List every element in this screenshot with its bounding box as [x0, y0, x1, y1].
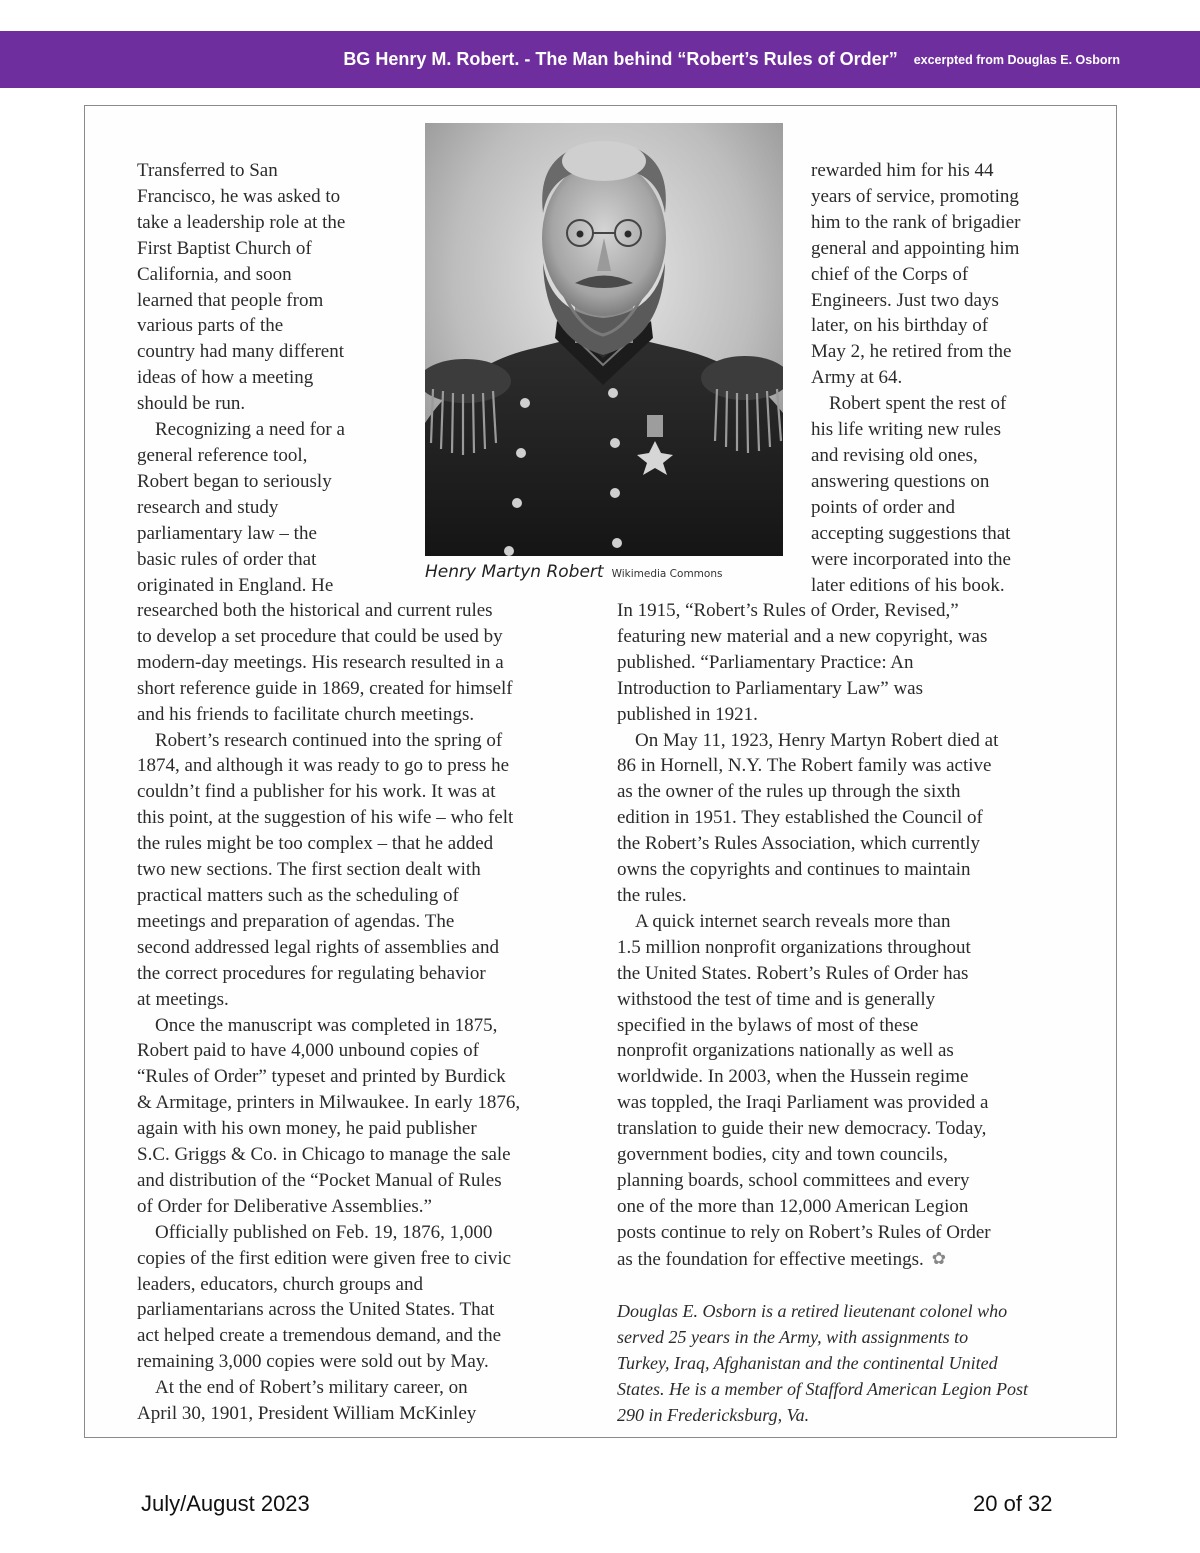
- left-upper-line: ideas of how a meeting: [137, 367, 314, 389]
- bio-line: 290 in Fredericksburg, Va.: [617, 1405, 810, 1425]
- left-lower-line: Once the manuscript was completed in 1875,: [155, 1014, 498, 1036]
- right-upper-line: general and appointing him: [811, 237, 1020, 259]
- left-upper-line: Transferred to San: [137, 160, 278, 181]
- left-upper-line: parliamentary law – the: [137, 522, 317, 544]
- left-lower-line: short reference guide in 1869, created for himself: [137, 677, 513, 699]
- right-lower-line: published in 1921.: [617, 703, 758, 725]
- right-upper-line: were incorporated into the: [811, 548, 1011, 570]
- right-upper-line: points of order and: [811, 496, 956, 518]
- left-lower-line: again with his own money, he paid publisher: [137, 1118, 477, 1140]
- right-lower-line: worldwide. In 2003, when the Hussein regime: [617, 1066, 969, 1088]
- page-number: 20 of 32: [973, 1491, 1053, 1516]
- right-lower-line: posts continue to rely on Robert’s Rules of Order: [617, 1221, 991, 1243]
- right-lower-line: was toppled, the Iraqi Parliament was provided a: [617, 1092, 989, 1114]
- left-lower-line: Robert paid to have 4,000 unbound copies of: [137, 1040, 479, 1062]
- left-lower-line: April 30, 1901, President William McKinley: [137, 1403, 477, 1425]
- right-upper-line: his life writing new rules: [811, 419, 1001, 441]
- left-lower-line: remaining 3,000 copies were sold out by May.: [137, 1351, 489, 1373]
- author-bio: [617, 1298, 1077, 1428]
- right-upper-line: rewarded him for his 44: [811, 160, 994, 181]
- left-lower-line: “Rules of Order” typeset and printed by Burdick: [137, 1066, 506, 1088]
- right-lower-line: A quick internet search reveals more than: [635, 910, 951, 932]
- left-upper-line: research and study: [137, 496, 279, 518]
- left-lower-line: meetings and preparation of agendas. The: [137, 910, 455, 932]
- right-upper-line: him to the rank of brigadier: [811, 211, 1021, 233]
- left-lower-line: couldn’t find a publisher for his work. It was at: [137, 781, 496, 803]
- left-upper-line: Francisco, he was asked to: [137, 185, 341, 207]
- left-upper-line: country had many different: [137, 341, 344, 363]
- right-lower-line: [617, 1246, 1085, 1273]
- right-upper-line: years of service, promoting: [811, 185, 1019, 207]
- right-lower-line: specified in the bylaws of most of these: [617, 1014, 919, 1036]
- right-lower-line: one of the more than 12,000 American Legion: [617, 1195, 969, 1217]
- bio-line: Douglas E. Osborn is a retired lieutenant colonel who: [617, 1301, 1008, 1321]
- header-title: BG Henry M. Robert. - The Man behind “Robert’s Rules of Order”: [343, 49, 898, 69]
- legion-emblem-icon: ✿: [931, 1248, 946, 1268]
- left-lower-line: this point, at the suggestion of his wife – who felt: [137, 807, 514, 829]
- left-upper-line: general reference tool,: [137, 444, 308, 466]
- left-upper-line: Robert began to seriously: [137, 470, 332, 492]
- right-lower-line: 86 in Hornell, N.Y. The Robert family was active: [617, 755, 992, 777]
- right-lower-line: Introduction to Parliamentary Law” was: [617, 677, 924, 699]
- left-upper-line: various parts of the: [137, 315, 284, 337]
- left-upper-line: basic rules of order that: [137, 548, 317, 570]
- right-upper-line: chief of the Corps of: [811, 263, 969, 285]
- right-upper-line: answering questions on: [811, 470, 990, 492]
- right-lower-line: withstood the test of time and is generally: [617, 988, 936, 1010]
- right-lower-line: government bodies, city and town councils,: [617, 1144, 948, 1166]
- left-upper-line: Recognizing a need for a: [155, 419, 345, 441]
- right-lower-line: featuring new material and a new copyright, was: [617, 625, 988, 647]
- right-lower-line: On May 11, 1923, Henry Martyn Robert died at: [635, 729, 999, 751]
- left-lower-line: practical matters such as the scheduling of: [137, 884, 459, 906]
- left-lower-line: the rules might be too complex – that he added: [137, 833, 494, 855]
- left-lower-line: at meetings.: [137, 988, 229, 1010]
- left-lower-line: and his friends to facilitate church meetings.: [137, 703, 475, 725]
- header-bar: [0, 31, 1200, 88]
- left-lower-line: researched both the historical and current rules: [137, 600, 493, 621]
- left-lower-line: leaders, educators, church groups and: [137, 1273, 423, 1295]
- left-column-lower: [137, 598, 599, 1427]
- left-lower-line: act helped create a tremendous demand, and the: [137, 1325, 501, 1347]
- left-lower-line: of Order for Deliberative Assemblies.”: [137, 1195, 432, 1217]
- left-upper-line: learned that people from: [137, 289, 324, 311]
- left-upper-line: take a leadership role at the: [137, 211, 346, 233]
- portrait-image: [425, 123, 783, 556]
- left-lower-line: the correct procedures for regulating behavior: [137, 962, 486, 984]
- right-lower-line: owns the copyrights and continues to maintain: [617, 859, 971, 881]
- left-lower-line: & Armitage, printers in Milwaukee. In early 1876,: [137, 1092, 521, 1114]
- right-lower-line: nonprofit organizations nationally as well as: [617, 1040, 954, 1062]
- right-lower-line: the rules.: [617, 884, 687, 906]
- left-lower-line: and distribution of the “Pocket Manual of Rules: [137, 1169, 502, 1191]
- right-lower-line: translation to guide their new democracy. Today,: [617, 1118, 987, 1140]
- left-lower-line: Robert’s research continued into the spring of: [155, 729, 503, 751]
- photo-credit: Wikimedia Commons: [611, 568, 723, 580]
- right-lower-line: 1.5 million nonprofit organizations throughout: [617, 936, 971, 958]
- portrait-photo: [425, 123, 783, 556]
- left-lower-line: S.C. Griggs & Co. in Chicago to manage the sale: [137, 1144, 511, 1166]
- right-lower-line-text: as the foundation for effective meetings.: [617, 1248, 924, 1270]
- right-lower-line: edition in 1951. They established the Council of: [617, 807, 983, 829]
- right-upper-line: Army at 64.: [811, 367, 903, 389]
- right-upper-line: later, on his birthday of: [811, 315, 989, 337]
- photo-caption: [425, 562, 785, 582]
- right-upper-line: May 2, he retired from the: [811, 341, 1012, 363]
- right-lower-line: published. “Parliamentary Practice: An: [617, 651, 914, 673]
- right-lower-line: the United States. Robert’s Rules of Order has: [617, 962, 969, 984]
- left-upper-line: originated in England. He: [137, 574, 334, 596]
- left-upper-line: should be run.: [137, 393, 246, 415]
- left-lower-line: copies of the first edition were given free to civic: [137, 1247, 512, 1269]
- right-column-lower: [617, 598, 1085, 1273]
- caption-name: Henry Martyn Robert: [425, 562, 604, 582]
- left-upper-line: First Baptist Church of: [137, 237, 312, 259]
- left-lower-line: modern-day meetings. His research resulted in a: [137, 651, 504, 673]
- left-lower-line: At the end of Robert’s military career, on: [155, 1377, 468, 1399]
- left-upper-line: California, and soon: [137, 263, 292, 285]
- left-lower-line: Officially published on Feb. 19, 1876, 1,000: [155, 1221, 493, 1243]
- bio-line: States. He is a member of Stafford American Legion Post: [617, 1379, 1028, 1399]
- bio-line: Turkey, Iraq, Afghanistan and the continental United: [617, 1353, 998, 1373]
- right-column-upper: [811, 158, 1081, 598]
- right-lower-line: the Robert’s Rules Association, which currently: [617, 833, 981, 855]
- left-lower-line: parliamentarians across the United States. That: [137, 1299, 495, 1321]
- right-lower-line: as the owner of the rules up through the sixth: [617, 781, 961, 803]
- footer-date: July/August 2023: [141, 1491, 310, 1516]
- left-lower-line: 1874, and although it was ready to go to press he: [137, 755, 510, 777]
- bio-line: served 25 years in the Army, with assignments to: [617, 1327, 969, 1347]
- header-subtitle: excerpted from Douglas E. Osborn: [913, 52, 1120, 67]
- right-upper-line: Engineers. Just two days: [811, 289, 999, 311]
- left-lower-line: second addressed legal rights of assemblies and: [137, 936, 499, 958]
- right-upper-line: Robert spent the rest of: [829, 393, 1007, 415]
- left-lower-line: to develop a set procedure that could be used by: [137, 625, 503, 647]
- right-upper-line: and revising old ones,: [811, 444, 978, 466]
- left-column-upper: [137, 158, 417, 598]
- right-lower-line: In 1915, “Robert’s Rules of Order, Revised,”: [617, 600, 959, 621]
- right-upper-line: accepting suggestions that: [811, 522, 1011, 544]
- right-lower-line: planning boards, school committees and every: [617, 1169, 970, 1191]
- left-lower-line: two new sections. The first section dealt with: [137, 859, 481, 881]
- right-upper-line: later editions of his book.: [811, 574, 1005, 596]
